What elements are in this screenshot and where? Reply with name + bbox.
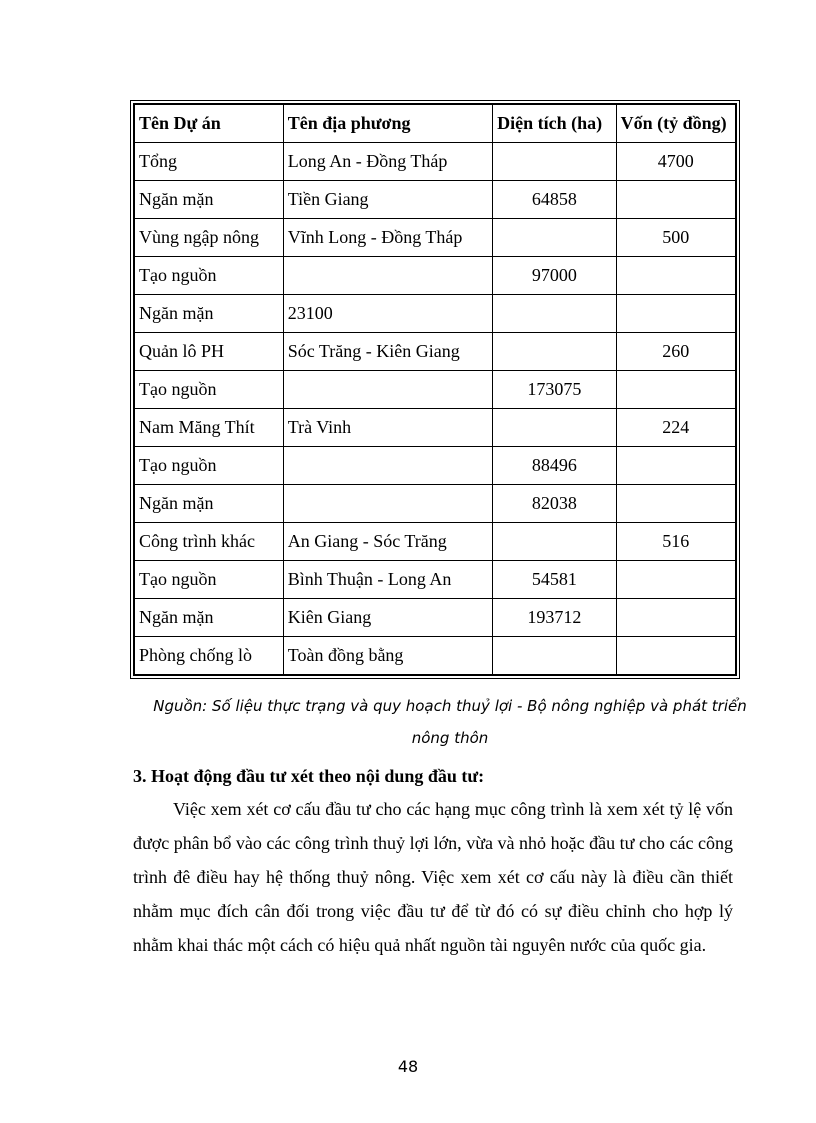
- cell-location: Sóc Trăng - Kiên Giang: [283, 333, 492, 371]
- cell-project: Tạo nguồn: [135, 257, 284, 295]
- header-project: Tên Dự án: [135, 105, 284, 143]
- body-paragraph: Việc xem xét cơ cấu đầu tư cho các hạng mục công trình là xem xét tỷ lệ vốn được phân bổ vào các công trình thuỷ lợi lớn, vừa và nhỏ hoặc đầu tư cho các công trình đê điều hay hệ thống thuỷ nông. Việc xem xét cơ cấu này là điều cần thiết nhằm mục đích cân đối trong việc đầu tư để từ đó có sự điều chỉnh cho hợp lý nhằm khai thác một cách có hiệu quả nhất nguồn tài nguyên nước của quốc gia.: [133, 799, 733, 955]
- cell-capital: [616, 181, 735, 219]
- cell-location: Trà Vinh: [283, 409, 492, 447]
- table-row: [135, 637, 736, 675]
- cell-location: Vĩnh Long - Đồng Tháp: [283, 219, 492, 257]
- cell-project: Nam Măng Thít: [135, 409, 284, 447]
- table-row: [135, 333, 736, 371]
- table-row: [135, 219, 736, 257]
- cell-project: Quản lô PH: [135, 333, 284, 371]
- cell-capital: [616, 257, 735, 295]
- cell-capital: [616, 295, 735, 333]
- section-heading: 3. Hoạt động đầu tư xét theo nội dung đầu tư:: [133, 766, 485, 786]
- cell-area: 54581: [493, 561, 616, 599]
- table-header-row: [135, 105, 736, 143]
- cell-area: [493, 637, 616, 675]
- header-capital: Vốn (tỷ đồng): [616, 105, 735, 143]
- cell-area: 97000: [493, 257, 616, 295]
- cell-location: [283, 485, 492, 523]
- cell-location: 23100: [283, 295, 492, 333]
- project-table: [134, 104, 736, 675]
- cell-area: 82038: [493, 485, 616, 523]
- header-area: Diện tích (ha): [493, 105, 616, 143]
- table-row: [135, 485, 736, 523]
- header-location: Tên địa phương: [283, 105, 492, 143]
- cell-capital: 224: [616, 409, 735, 447]
- cell-location: [283, 257, 492, 295]
- cell-area: 173075: [493, 371, 616, 409]
- cell-location: Bình Thuận - Long An: [283, 561, 492, 599]
- cell-capital: 260: [616, 333, 735, 371]
- cell-capital: 500: [616, 219, 735, 257]
- table-row: [135, 295, 736, 333]
- cell-area: [493, 409, 616, 447]
- cell-project: Công trình khác: [135, 523, 284, 561]
- cell-project: Ngăn mặn: [135, 599, 284, 637]
- cell-capital: [616, 371, 735, 409]
- cell-area: [493, 295, 616, 333]
- cell-project: Ngăn mặn: [135, 181, 284, 219]
- cell-location: Kiên Giang: [283, 599, 492, 637]
- cell-project: Ngăn mặn: [135, 295, 284, 333]
- cell-capital: [616, 599, 735, 637]
- cell-project: Tạo nguồn: [135, 447, 284, 485]
- cell-capital: [616, 485, 735, 523]
- cell-location: Tiền Giang: [283, 181, 492, 219]
- table-row: [135, 181, 736, 219]
- cell-location: [283, 447, 492, 485]
- cell-area: [493, 219, 616, 257]
- table-body: [135, 143, 736, 675]
- cell-project: Tạo nguồn: [135, 371, 284, 409]
- cell-capital: 4700: [616, 143, 735, 181]
- table-row: [135, 257, 736, 295]
- cell-location: An Giang - Sóc Trăng: [283, 523, 492, 561]
- cell-project: Vùng ngập nông: [135, 219, 284, 257]
- table-row: [135, 561, 736, 599]
- table-row: [135, 143, 736, 181]
- cell-location: Long An - Đồng Tháp: [283, 143, 492, 181]
- cell-location: Toàn đồng bằng: [283, 637, 492, 675]
- cell-location: [283, 371, 492, 409]
- source-note: Nguồn: Số liệu thực trạng và quy hoạch thuỷ lợi - Bộ nông nghiệp và phát triển nông thôn: [153, 697, 747, 747]
- table-row: [135, 447, 736, 485]
- cell-project: Phòng chống lò: [135, 637, 284, 675]
- page-number: 48: [397, 1057, 419, 1076]
- cell-capital: 516: [616, 523, 735, 561]
- table-row: [135, 599, 736, 637]
- cell-area: [493, 143, 616, 181]
- cell-area: 64858: [493, 181, 616, 219]
- table-row: [135, 409, 736, 447]
- cell-project: Ngăn mặn: [135, 485, 284, 523]
- cell-project: Tạo nguồn: [135, 561, 284, 599]
- cell-area: 193712: [493, 599, 616, 637]
- cell-area: 88496: [493, 447, 616, 485]
- cell-capital: [616, 561, 735, 599]
- table-row: [135, 371, 736, 409]
- cell-area: [493, 333, 616, 371]
- project-table-frame: [130, 100, 740, 679]
- cell-project: Tổng: [135, 143, 284, 181]
- table-row: [135, 523, 736, 561]
- cell-capital: [616, 447, 735, 485]
- cell-capital: [616, 637, 735, 675]
- cell-area: [493, 523, 616, 561]
